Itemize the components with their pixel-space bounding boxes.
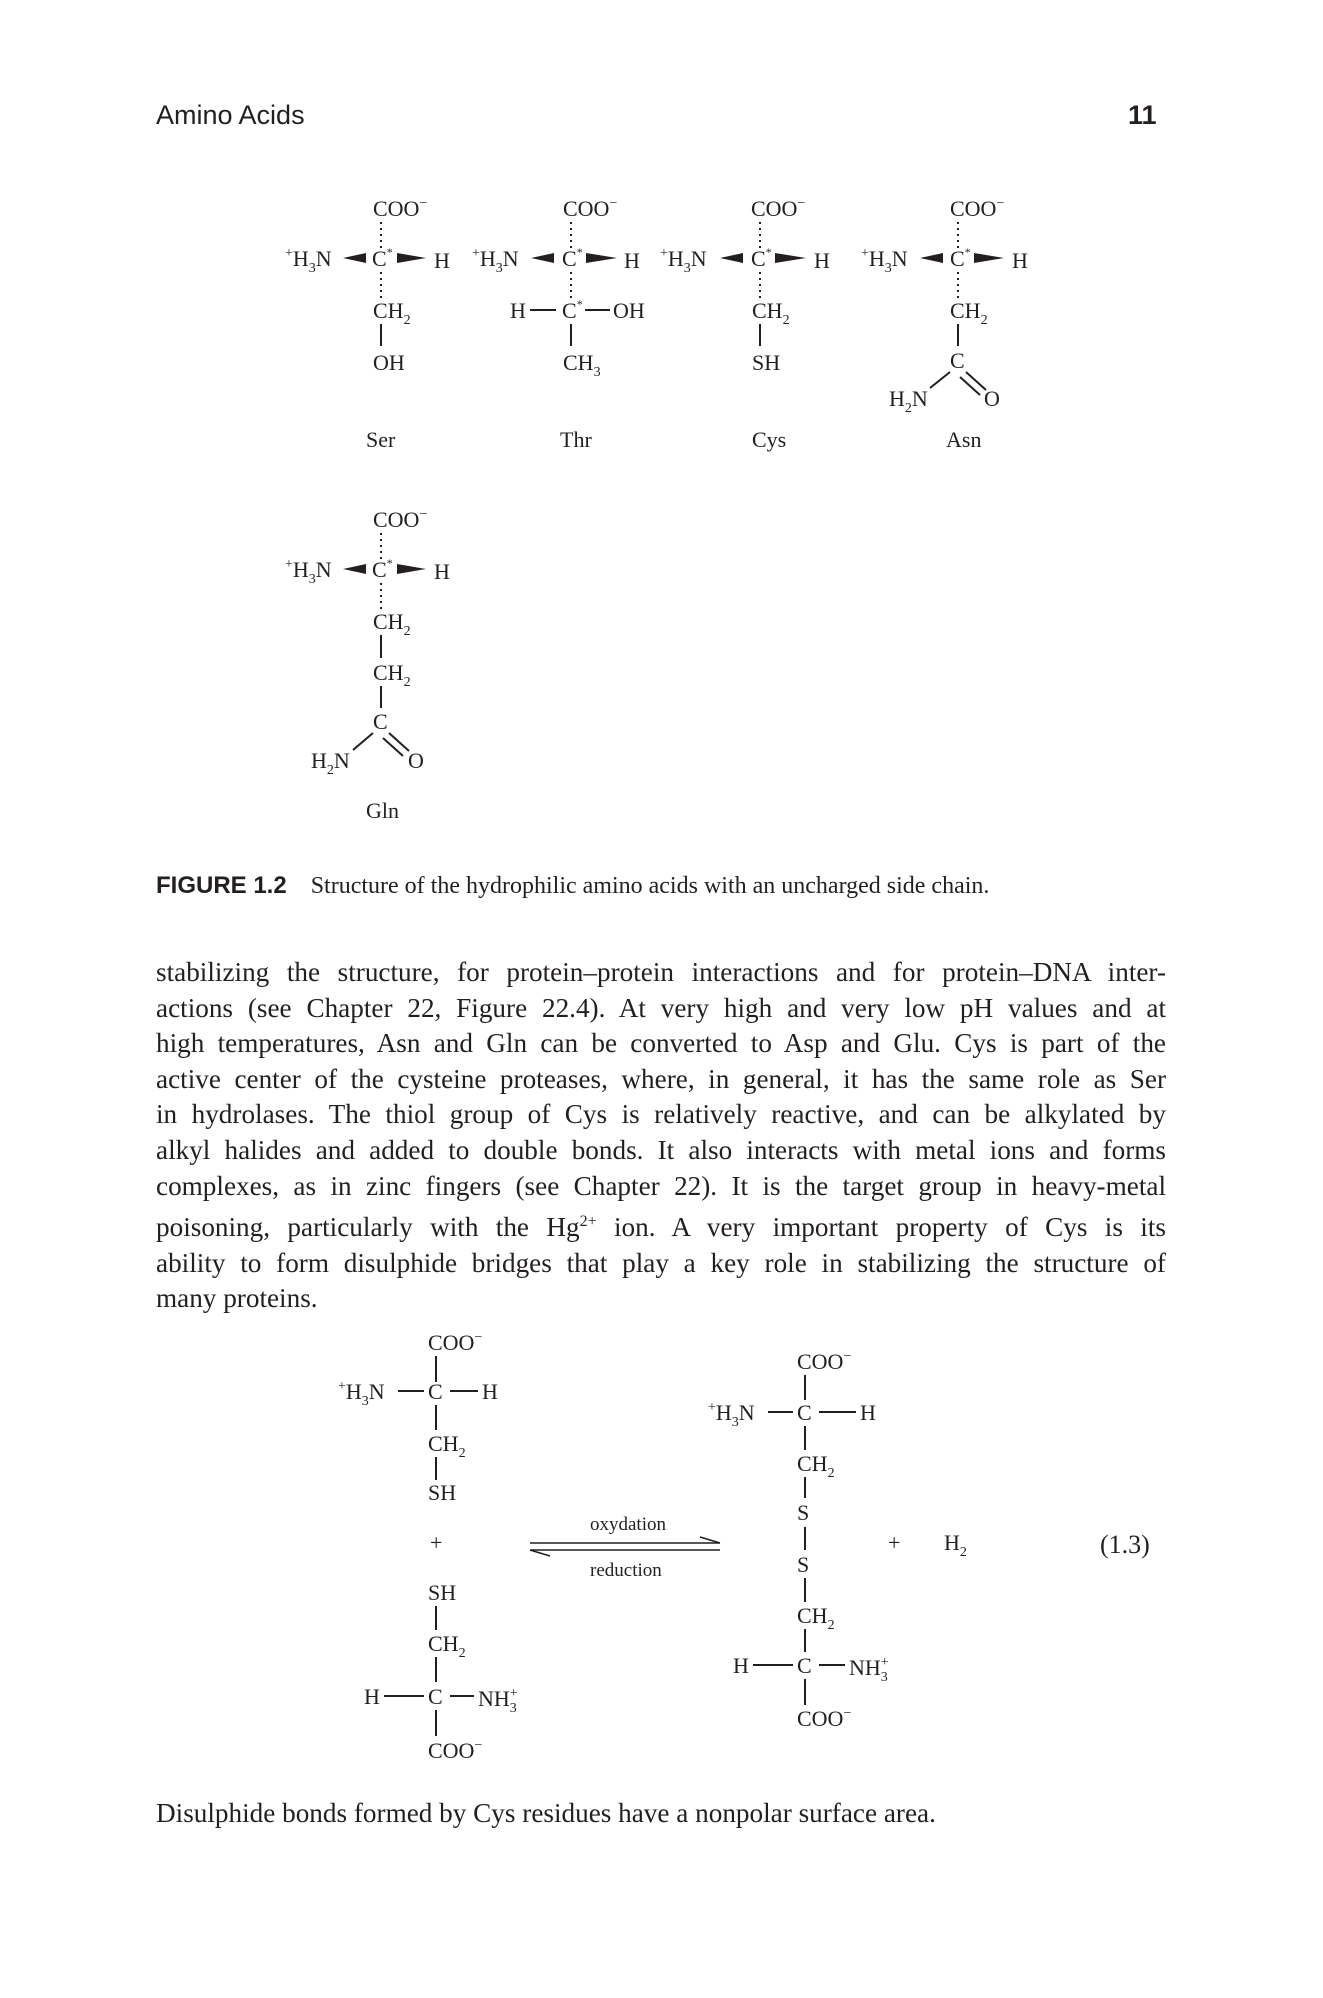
asn-h: H <box>1012 248 1028 273</box>
thr-ch3: $CH_3$ <box>563 350 601 380</box>
reactant-cys-2 <box>364 1580 518 1763</box>
reactant2-h: H <box>364 1684 380 1709</box>
ser-ch2: $CH_2$ <box>373 298 411 328</box>
ser-h: H <box>434 248 450 273</box>
reactant2-carbon: C <box>428 1684 443 1709</box>
thr-beta-h: H <box>510 298 526 323</box>
body-line: poisoning, particularly with the $Hg^{2+}$ ion. A very important property of Cys is its <box>156 1212 1166 1243</box>
reactant1-carbon: C <box>428 1379 443 1404</box>
running-head: Amino Acids <box>156 100 305 130</box>
figure-label: FIGURE 1.2 <box>156 872 287 899</box>
body-line: actions (see Chapter 22, Figure 22.4). At very high and very low pH values and at <box>156 992 1166 1023</box>
gln-ch2-beta: $CH_2$ <box>373 609 411 639</box>
product-carbon-bottom: C <box>797 1653 812 1678</box>
equilibrium-arrows <box>530 1514 720 1581</box>
reactant-cys-1 <box>338 1330 498 1505</box>
asn-nh2: $H_2N$ <box>889 386 928 416</box>
oxidation-label: oxydation <box>590 1514 666 1535</box>
thr-oh: OH <box>613 298 645 323</box>
product-amino: $^+H_3N$ <box>708 1400 755 1430</box>
reactant1-amino: $^+H_3N$ <box>338 1379 385 1409</box>
ser-amino: $^+H_3N$ <box>285 246 332 276</box>
reactant2-ch2: $CH_2$ <box>428 1631 466 1661</box>
asn-name: Asn <box>946 427 982 452</box>
product-coo-top: COO− <box>797 1349 852 1374</box>
cys-ch2: $CH_2$ <box>752 298 790 328</box>
gln-carbonyl-carbon: C <box>373 709 388 734</box>
thr-beta-carbon: C* <box>562 297 583 323</box>
asn-ch2: $CH_2$ <box>950 298 988 328</box>
product-s-bottom: S <box>797 1552 810 1577</box>
product-plus: + <box>888 1530 901 1555</box>
cys-amino: $^+H_3N$ <box>660 246 707 276</box>
reactant2-nh3: NH+ 3 <box>478 1686 518 1716</box>
page-number: 11 <box>1128 100 1157 130</box>
body-line: complexes, as in zinc fingers (see Chapter 22). It is the target group in heavy-metal <box>156 1170 1166 1201</box>
reactant1-sh: SH <box>428 1480 457 1505</box>
reactant1-h: H <box>482 1379 498 1404</box>
thr-amino: $^+H_3N$ <box>472 246 519 276</box>
gln-h: H <box>434 559 450 584</box>
product-s-top: S <box>797 1500 810 1525</box>
asn-o: O <box>984 386 1000 411</box>
body-line: stabilizing the structure, for protein–protein interactions and for protein–DNA inter- <box>156 957 1166 987</box>
forward-arrow-head <box>700 1537 720 1543</box>
gln-amino: $^+H_3N$ <box>285 557 332 587</box>
gln-coo: COO− <box>373 507 428 532</box>
body-line: ability to form disulphide bridges that play a key role in stabilizing the structure of <box>156 1247 1166 1278</box>
reactant2-coo: COO− <box>428 1738 483 1763</box>
product-nh3: NH+ 3 <box>849 1655 889 1685</box>
gln-nh2: $H_2N$ <box>311 748 350 778</box>
cys-name: Cys <box>752 427 787 452</box>
body-line: high temperatures, Asn and Gln can be converted to Asp and Glu. Cys is part of the <box>156 1028 1166 1059</box>
asn-carbonyl-carbon: C <box>950 348 965 373</box>
gln-alpha-carbon: C* <box>372 556 393 582</box>
product-h-top: H <box>860 1400 876 1425</box>
asn-coo: COO− <box>950 196 1005 221</box>
ser-alpha-carbon: C* <box>372 245 393 271</box>
ser-coo: COO− <box>373 196 428 221</box>
figure-caption-text: Structure of the hydrophilic amino acids with an uncharged side chain. <box>310 873 990 899</box>
cys-h: H <box>814 248 830 273</box>
body-line: active center of the cysteine proteases, where, in general, it has the same role as Ser <box>156 1063 1166 1094</box>
product-carbon-top: C <box>797 1400 812 1425</box>
thr-alpha-carbon: C* <box>562 245 583 271</box>
product-h-bottom: H <box>733 1653 749 1678</box>
body-line: alkyl halides and added to double bonds. It also interacts with metal ions and forms <box>156 1134 1166 1165</box>
gln-o: O <box>408 748 424 773</box>
reverse-arrow-head <box>530 1550 550 1556</box>
thr-coo: COO− <box>563 196 618 221</box>
reduction-label: reduction <box>590 1560 662 1581</box>
closing-sentence: Disulphide bonds formed by Cys residues have a nonpolar surface area. <box>156 1798 936 1828</box>
cys-coo: COO− <box>751 196 806 221</box>
reactant1-ch2: $CH_2$ <box>428 1431 466 1461</box>
asn-alpha-carbon: C* <box>950 245 971 271</box>
body-line: many proteins. <box>156 1283 318 1314</box>
product-coo-bottom: COO− <box>797 1706 852 1731</box>
gln-ch2-gamma: $CH_2$ <box>373 660 411 690</box>
gln-name: Gln <box>366 798 399 823</box>
thr-name: Thr <box>560 427 592 452</box>
reactant1-coo: COO− <box>428 1330 483 1355</box>
asn-amino: $^+H_3N$ <box>861 246 908 276</box>
ser-name: Ser <box>366 427 396 452</box>
reactant2-sh: SH <box>428 1580 457 1605</box>
body-line: in hydrolases. The thiol group of Cys is relatively reactive, and can be alkylated by <box>156 1099 1166 1130</box>
product-ch2-bottom: $CH_2$ <box>797 1603 835 1633</box>
cys-sh: SH <box>752 350 781 375</box>
product-cystine <box>708 1349 889 1731</box>
cys-alpha-carbon: C* <box>751 245 772 271</box>
equation-number: (1.3) <box>1100 1530 1150 1559</box>
reactant-plus: + <box>430 1530 443 1555</box>
product-h2: $H_2$ <box>944 1530 967 1560</box>
ser-oh: OH <box>373 350 405 375</box>
thr-h: H <box>624 248 640 273</box>
product-ch2-top: $CH_2$ <box>797 1451 835 1481</box>
